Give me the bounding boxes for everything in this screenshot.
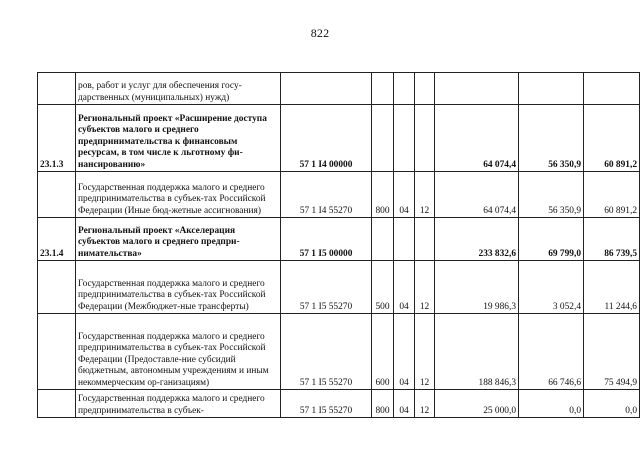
row-vr: 800 [372, 390, 394, 418]
row-code [38, 172, 76, 218]
row-year3 [584, 73, 640, 105]
row-csr [281, 73, 372, 105]
row-rz: 04 [394, 261, 415, 314]
row-year3: 75 494,9 [584, 314, 640, 390]
page-number: 822 [310, 26, 330, 40]
row-rz [394, 73, 415, 105]
row-rz: 04 [394, 172, 415, 218]
row-year1: 64 074,4 [435, 105, 519, 172]
row-code: 23.1.4 [38, 218, 76, 261]
table-row [38, 390, 640, 418]
row-year1: 233 832,6 [435, 218, 519, 261]
row-year3: 86 739,5 [584, 218, 640, 261]
table-row [38, 218, 640, 261]
row-csr: 57 1 I5 55270 [281, 314, 372, 390]
row-csr: 57 1 I5 55270 [281, 261, 372, 314]
row-year3: 60 891,2 [584, 172, 640, 218]
table-row [38, 105, 640, 172]
row-vr: 800 [372, 172, 394, 218]
row-name: ров, работ и услуг для обеспечения госу-дарственных (муниципальных) нужд) [76, 73, 281, 105]
row-vr [372, 73, 394, 105]
row-rz [394, 105, 415, 172]
row-year2: 66 746,6 [519, 314, 584, 390]
table-row [38, 73, 640, 105]
row-year1: 64 074,4 [435, 172, 519, 218]
row-year2: 3 052,4 [519, 261, 584, 314]
row-year1: 19 986,3 [435, 261, 519, 314]
row-vr: 500 [372, 261, 394, 314]
row-year2: 56 350,9 [519, 172, 584, 218]
row-rz: 04 [394, 390, 415, 418]
row-year1 [435, 73, 519, 105]
row-year2: 69 799,0 [519, 218, 584, 261]
row-name: Государственная поддержка малого и среднего предпринимательства в субъек-тах Российской Федерации (Межбюджет-ные трансферты) [76, 261, 281, 314]
row-name: Государственная поддержка малого и среднего предпринимательства в субъек- [76, 390, 281, 418]
row-pr [415, 105, 435, 172]
row-pr: 12 [415, 172, 435, 218]
row-csr: 57 1 I4 00000 [281, 105, 372, 172]
row-code [38, 73, 76, 105]
table-row [38, 261, 640, 314]
row-year1: 188 846,3 [435, 314, 519, 390]
row-pr: 12 [415, 390, 435, 418]
row-year1: 25 000,0 [435, 390, 519, 418]
row-name: Региональный проект «Расширение доступа субъектов малого и среднего предпринимательства к финансовым ресурсам, в том числе к льготному фи-нансированию» [76, 105, 281, 172]
row-rz [394, 218, 415, 261]
row-year2 [519, 73, 584, 105]
budget-table [37, 72, 640, 418]
row-vr [372, 218, 394, 261]
row-vr: 600 [372, 314, 394, 390]
table-row [38, 314, 640, 390]
row-code [38, 314, 76, 390]
row-name: Региональный проект «Акселерация субъектов малого и среднего предпри-нимательства» [76, 218, 281, 261]
row-year3: 11 244,6 [584, 261, 640, 314]
row-pr [415, 73, 435, 105]
row-year3: 0,0 [584, 390, 640, 418]
row-year2: 56 350,9 [519, 105, 584, 172]
row-pr [415, 218, 435, 261]
row-vr [372, 105, 394, 172]
row-name: Государственная поддержка малого и среднего предпринимательства в субъек-тах Российской Федерации (Иные бюд-жетные ассигнования) [76, 172, 281, 218]
row-pr: 12 [415, 261, 435, 314]
row-year2: 0,0 [519, 390, 584, 418]
row-csr: 57 1 I5 00000 [281, 218, 372, 261]
row-code [38, 261, 76, 314]
row-code: 23.1.3 [38, 105, 76, 172]
row-pr: 12 [415, 314, 435, 390]
table-row [38, 172, 640, 218]
row-csr: 57 1 I5 55270 [281, 390, 372, 418]
row-csr: 57 1 I4 55270 [281, 172, 372, 218]
row-name: Государственная поддержка малого и среднего предпринимательства в субъек-тах Российской Федерации (Предоставле-ние субсидий бюджетным, автономным учреждениям и иным некоммерческим ор-ганизациям) [76, 314, 281, 390]
row-rz: 04 [394, 314, 415, 390]
row-year3: 60 891,2 [584, 105, 640, 172]
row-code [38, 390, 76, 418]
